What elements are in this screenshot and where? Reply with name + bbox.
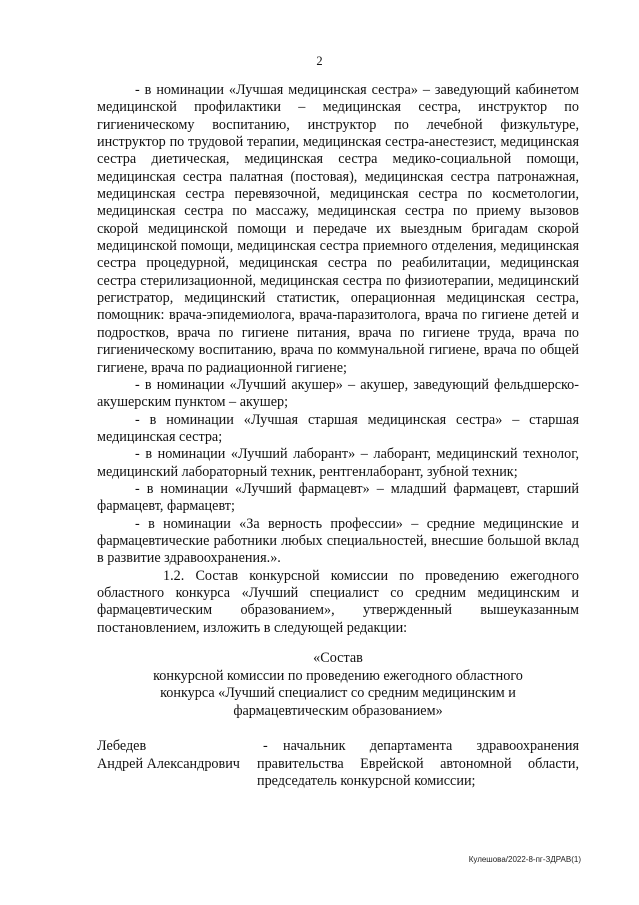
paragraph-best-obstetrician: - в номинации «Лучший акушер» – акушер, заведующий фельдшерско-акушерским пунктом – акушер; <box>97 376 579 411</box>
member-dash: - <box>263 738 268 754</box>
page-number: 2 <box>316 54 323 68</box>
member-name <box>97 738 257 773</box>
commission-heading <box>97 650 579 720</box>
paragraph-best-nurse: - в номинации «Лучшая медицинская сестра» – заведующий кабинетом медицинской профилактики – медицинская сестра, инструктор по гигиеническому воспитанию, инструктор по лечебной физкультуре, инструктор по трудовой терапии, медицинская сестра-анестезист, медицинская сестра диетическая, медицинская сестра медико-социальной помощи, медицинская сестра палатная (постовая), медицинская сестра патронажная, медицинская сестра перевязочной, медицинская сестра по косметологии, медицинская сестра по массажу, медицинская сестра по приему вызовов скорой медицинской помощи и передаче их выездным бригадам скорой медицинской помощи, медицинская сестра приемного отделения, медицинская сестра процедурной, медицинская сестра по реабилитации, медицинская сестра стерилизационной, медицинская сестра по физиотерапии, медицинский регистратор, медицинский статистик, операционная медицинская сестра, помощник: врача-эпидемиолога, врача-паразитолога, врача по гигиене детей и подростков, врача по гигиене питания, врача по гигиене труда, врача по гигиеническому воспитанию, врача по коммунальной гигиене, врача по общей гигиене, врача по радиационной гигиене; <box>97 82 579 376</box>
heading-line-1: «Состав <box>313 650 363 666</box>
paragraph-loyalty-to-profession: - в номинации «За верность профессии» – средние медицинские и фармацевтические работники любых специальностей, внесшие большой вклад в развитие здравоохранения.». <box>97 515 579 567</box>
paragraph-clause-1-2: 1.2. Состав конкурсной комиссии по проведению ежегодного областного конкурса «Лучший специалист со средним медицинским и фармацевтическим образованием», утвержденный вышеуказанным постановлением, изложить в следующей редакции: <box>97 567 579 636</box>
document-body <box>97 82 579 637</box>
heading-line-3: конкурса «Лучший специалист со средним медицинским и <box>160 685 516 702</box>
heading-line-2: конкурсной комиссии по проведению ежегодного областного <box>153 667 523 684</box>
paragraph-best-senior-nurse: - в номинации «Лучшая старшая медицинская сестра» – старшая медицинская сестра; <box>97 411 579 445</box>
member-description: начальник департамента здравоохранения правительства Еврейской автономной области, председатель конкурсной комиссии; <box>257 738 579 790</box>
heading-line-4: фармацевтическим образованием» <box>233 702 443 719</box>
paragraph-best-pharmacist: - в номинации «Лучший фармацевт» – младший фармацевт, старший фармацевт, фармацевт; <box>97 480 579 515</box>
paragraph-best-lab-assistant: - в номинации «Лучший лаборант» – лаборант, медицинский технолог, медицинский лабораторный техник, рентгенлаборант, зубной техник; <box>97 446 579 480</box>
member-surname: Лебедев <box>97 738 147 754</box>
footer-document-code: Кулешова/2022-8-пг-ЗДРАВ(1) <box>468 855 581 864</box>
member-given-names: Андрей Александрович <box>97 755 240 772</box>
